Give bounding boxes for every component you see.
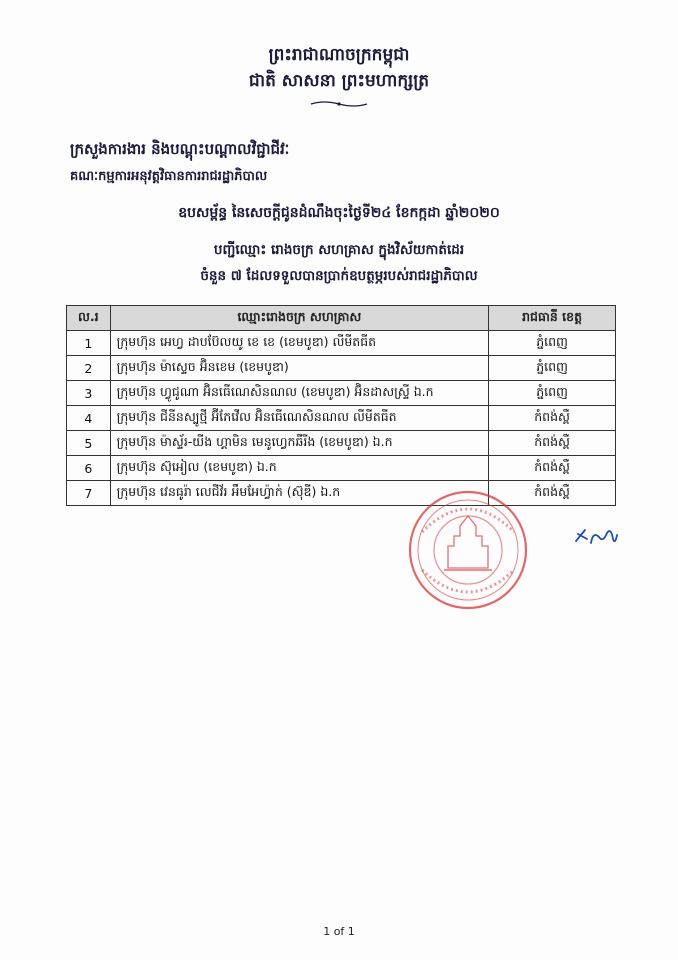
company-name: ក្រុមហ៊ុន អេហ្វ ដាបប៊ែលយូ ខេ ខេ (ខេមបូឌា) លីមីតធីត <box>110 331 489 356</box>
row-number: 3 <box>67 381 111 406</box>
row-number: 5 <box>67 431 111 456</box>
company-name: ក្រុមហ៊ុន ជីនីនស្បូថ្មី អ៊ីភែវើល អ៊ិនធើណេសិនណល លីមីតធីត <box>110 406 489 431</box>
row-number: 6 <box>67 456 111 481</box>
committee-name: គណៈកម្មការអនុវត្តវិធានការរាជរដ្ឋាភិបាល <box>70 169 268 184</box>
company-location: កំពង់ស្ពឺ <box>489 456 616 481</box>
row-number: 4 <box>67 406 111 431</box>
header-number: ល.រ <box>67 306 111 331</box>
row-number: 7 <box>67 481 111 506</box>
list-title: បញ្ជីឈ្មោះ រោងចក្រ សហគ្រាស ក្នុងវិស័យកាត់ដេរ <box>213 242 465 258</box>
company-location: កំពង់ស្ពឺ <box>489 431 616 456</box>
company-location: កំពង់ស្ពឺ <box>489 406 616 431</box>
header-location: រាជធានី ខេត្ត <box>489 306 616 331</box>
company-name: ក្រុមហ៊ុន ម៉ាស្ទ័រ-យីង ហ្គាមិន មេនូហ្វេកឆឺរីង (ខេមបូឌា) ឯ.ក <box>110 431 489 456</box>
company-location: ភ្នំពេញ <box>489 381 616 406</box>
table-row <box>67 456 616 481</box>
header-company-name: ឈ្មោះរោងចក្រ សហគ្រាស <box>110 306 489 331</box>
row-number: 1 <box>67 331 111 356</box>
page-number: 1 of 1 <box>323 925 355 938</box>
annex-line: ឧបសម្ព័ន្ធ នៃសេចក្តីជូនដំណឹងចុះថ្ងៃទី២៤ ខែកក្កដា ឆ្នាំ២០២០ <box>178 205 500 221</box>
table-row <box>67 381 616 406</box>
official-seal-stamp <box>398 486 538 616</box>
row-number: 2 <box>67 356 111 381</box>
company-name: ក្រុមហ៊ុន ស៊ុអៀល (ខេមបូឌា) ឯ.ក <box>110 456 489 481</box>
company-location: ភ្នំពេញ <box>489 331 616 356</box>
company-name: ក្រុមហ៊ុន ហ្វូជូណា អ៊ិនធើណេសិនណល (ខេមបូឌា) អ៊ិនដាសស្រ្ទី ឯ.ក <box>110 381 489 406</box>
company-name: ក្រុមហ៊ុន វេនធូរ៉ា លេជីវ័រ អឹមអែហ្វ៉ាក់ (ស៊ុឌី) ឯ.ក <box>110 481 489 506</box>
kingdom-heading: ព្រះរាជាណាចក្រកម្ពុជា <box>268 45 410 65</box>
list-subtitle: ចំនួន ៧ ដែលទទួលបានប្រាក់ឧបត្ថម្ភរបស់រាជរដ្ឋាភិបាល <box>200 268 478 284</box>
table-row <box>67 431 616 456</box>
table-row <box>67 331 616 356</box>
national-motto: ជាតិ សាសនា ព្រះមហាក្សត្រ <box>248 71 430 91</box>
company-location: កំពង់ស្ពឺ <box>489 481 616 506</box>
ministry-name: ក្រសួងការងារ និងបណ្តុះបណ្តាលវិជ្ជាជីវៈ <box>70 140 290 158</box>
company-name: ក្រុមហ៊ុន ម៉ាស្ទេច អ៊ិនខេម (ខេមបូឌា) <box>110 356 489 381</box>
table-row <box>67 406 616 431</box>
table-row <box>67 356 616 381</box>
companies-table <box>66 305 616 506</box>
table-header-row <box>67 306 616 331</box>
company-location: ភ្នំពេញ <box>489 356 616 381</box>
signature-mark <box>573 525 619 549</box>
heading-ornament <box>309 100 369 108</box>
